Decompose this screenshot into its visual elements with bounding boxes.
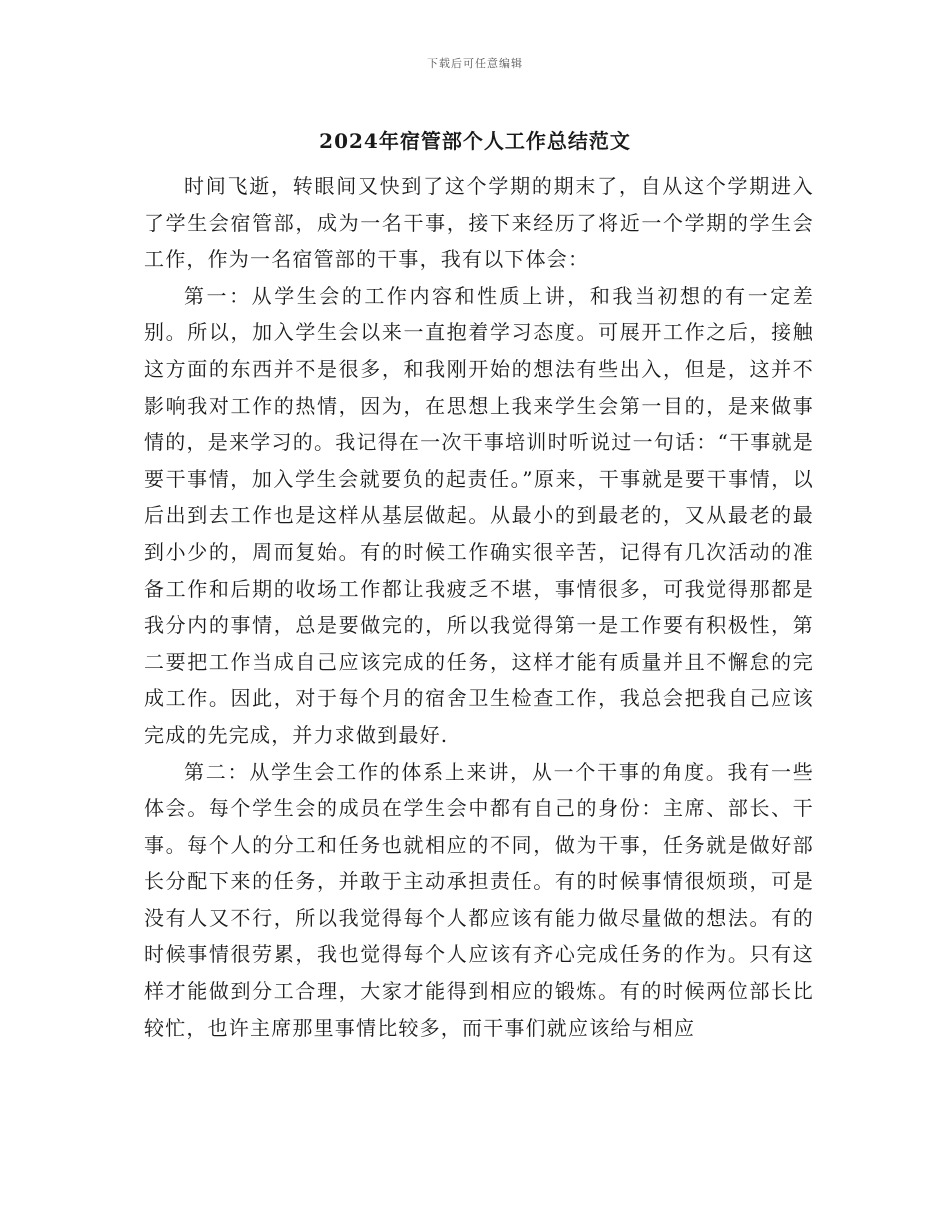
paragraph-intro: 时间飞逝，转眼间又快到了这个学期的期末了，自从这个学期进入了学生会宿管部，成为一名干事，接下来经历了将近一个学期的学生会工作，作为一名宿管部的干事，我有以下体会：: [144, 174, 814, 272]
header-note: 下载后可任意编辑: [427, 57, 523, 70]
paragraph-first-point: 第一：从学生会的工作内容和性质上讲，和我当初想的有一定差别。所以，加入学生会以来一直抱着学习态度。可展开工作之后，接触这方面的东西并不是很多，和我刚开始的想法有些出入，但是，这并不影响我对工作的热情，因为，在思想上我来学生会第一目的，是来做事情的，是来学习的。我记得在一次干事培训时听说过一句话：“干事就是要干事情，加入学生会就要负的起责任。”原来，干事就是要干事情，以后出到去工作也是这样从基层做起。从最小的到最老的，又从最老的最到小少的，周而复始。有的时候工作确实很辛苦，记得有几次活动的准备工作和后期的收场工作都让我疲乏不堪，事情很多，可我觉得那都是我分内的事情，总是要做完的，所以我觉得第一是工作要有积极性，第二要把工作当成自己应该完成的任务，这样才能有质量并且不懈怠的完成工作。因此，对于每个月的宿舍卫生检查工作，我总会把我自己应该完成的先完成，并力求做到最好.: [144, 283, 814, 747]
document-title: 2024年宿管部个人工作总结范文: [319, 129, 631, 153]
paragraph-second-point: 第二：从学生会工作的体系上来讲，从一个干事的角度。我有一些体会。每个学生会的成员在学生会中都有自己的身份：主席、部长、干事。每个人的分工和任务也就相应的不同，做为干事，任务就是做好部长分配下来的任务，并敢于主动承担责任。有的时候事情很烦琐，可是没有人又不行，所以我觉得每个人都应该有能力做尽量做的想法。有的时候事情很劳累，我也觉得每个人应该有齐心完成任务的作为。只有这样才能做到分工合理，大家才能得到相应的锻炼。有的时候两位部长比较忙，也许主席那里事情比较多，而干事们就应该给与相应: [144, 759, 814, 1040]
document-body: [144, 168, 814, 1046]
